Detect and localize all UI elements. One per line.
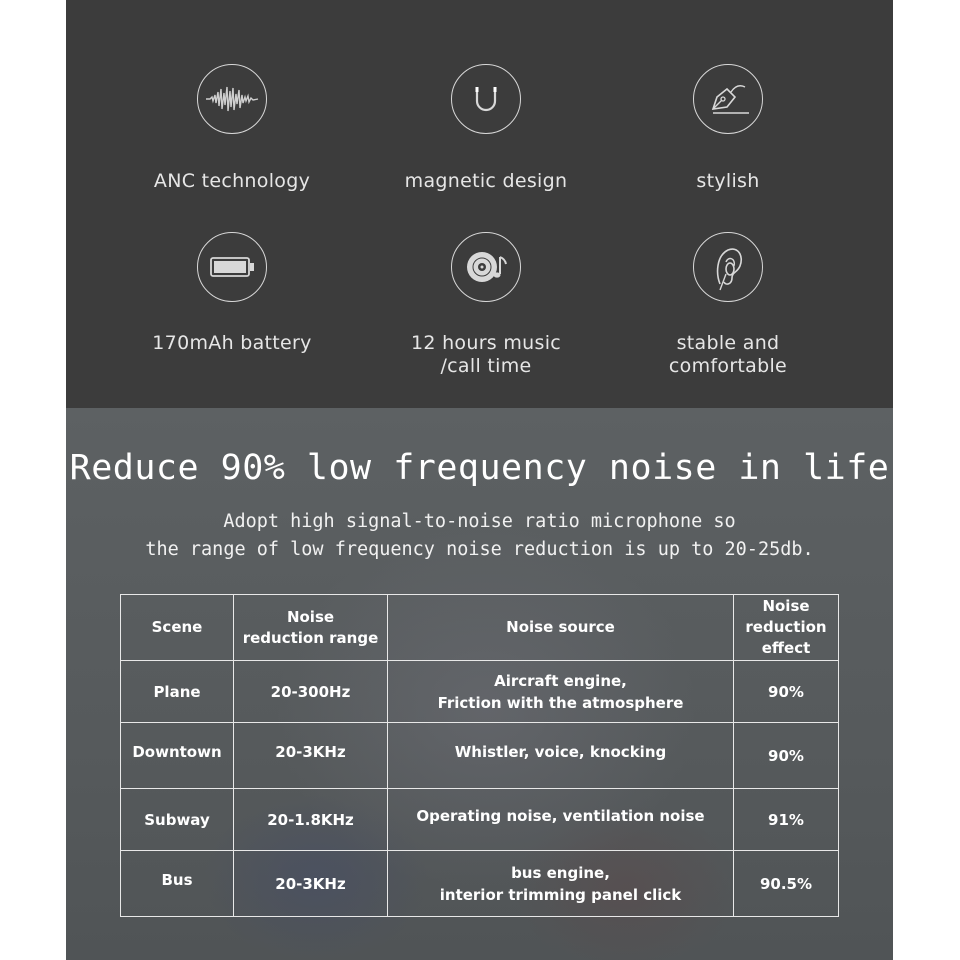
music-disc-icon: [451, 232, 521, 302]
sound-wave-icon: [197, 64, 267, 134]
cell-range: 20-1.8KHz: [234, 789, 388, 851]
header-range: Noise reduction range: [234, 595, 388, 661]
feature-anc: [112, 64, 352, 193]
ear-icon: [693, 232, 763, 302]
cell-scene: Bus: [121, 851, 234, 917]
features-panel: [66, 0, 893, 408]
cell-effect: 90%: [734, 661, 839, 723]
cell-source: Aircraft engine, Friction with the atmosphere: [388, 661, 734, 723]
feature-comfort: [608, 232, 848, 378]
cell-range: 20-3KHz: [234, 723, 388, 789]
noise-reduction-panel: [66, 408, 893, 960]
cell-source: Whistler, voice, knocking: [388, 723, 734, 789]
cell-range: 20-3KHz: [234, 851, 388, 917]
product-feature-card: [66, 0, 893, 960]
cell-range: 20-300Hz: [234, 661, 388, 723]
subline: [66, 508, 893, 564]
table-header-row: [121, 595, 839, 661]
feature-music-time: [366, 232, 606, 378]
cell-scene: Downtown: [121, 723, 234, 789]
cell-source: bus engine, interior trimming panel click: [388, 851, 734, 917]
feature-label: 170mAh battery: [152, 332, 312, 354]
header-scene: Scene: [121, 595, 234, 661]
cell-effect: 90%: [734, 723, 839, 789]
headline: Reduce 90% low frequency noise in life: [69, 448, 890, 488]
pen-icon: [693, 64, 763, 134]
subline-line-2: the range of low frequency noise reduction is up to 20-25db.: [145, 539, 814, 560]
feature-label: stylish: [696, 170, 760, 192]
subline-line-1: Adopt high signal-to-noise ratio microphone so: [223, 511, 736, 532]
battery-icon: [197, 232, 267, 302]
magnet-icon: [451, 64, 521, 134]
noise-reduction-table: [120, 594, 839, 917]
table-row: [121, 723, 839, 789]
cell-scene: Plane: [121, 661, 234, 723]
feature-label: 12 hours music /call time: [410, 332, 562, 377]
table-row: [121, 789, 839, 851]
feature-magnetic: [366, 64, 606, 193]
header-effect: Noise reduction effect: [734, 595, 839, 661]
feature-stylish: [608, 64, 848, 193]
cell-effect: 90.5%: [734, 851, 839, 917]
feature-label: magnetic design: [404, 170, 568, 192]
cell-scene: Subway: [121, 789, 234, 851]
feature-label: ANC technology: [153, 170, 311, 192]
table-row: [121, 661, 839, 723]
feature-label: stable and comfortable: [668, 332, 788, 377]
table-row: [121, 851, 839, 917]
cell-source: Operating noise, ventilation noise: [388, 789, 734, 851]
cell-effect: 91%: [734, 789, 839, 851]
header-source: Noise source: [388, 595, 734, 661]
feature-battery: [112, 232, 352, 355]
